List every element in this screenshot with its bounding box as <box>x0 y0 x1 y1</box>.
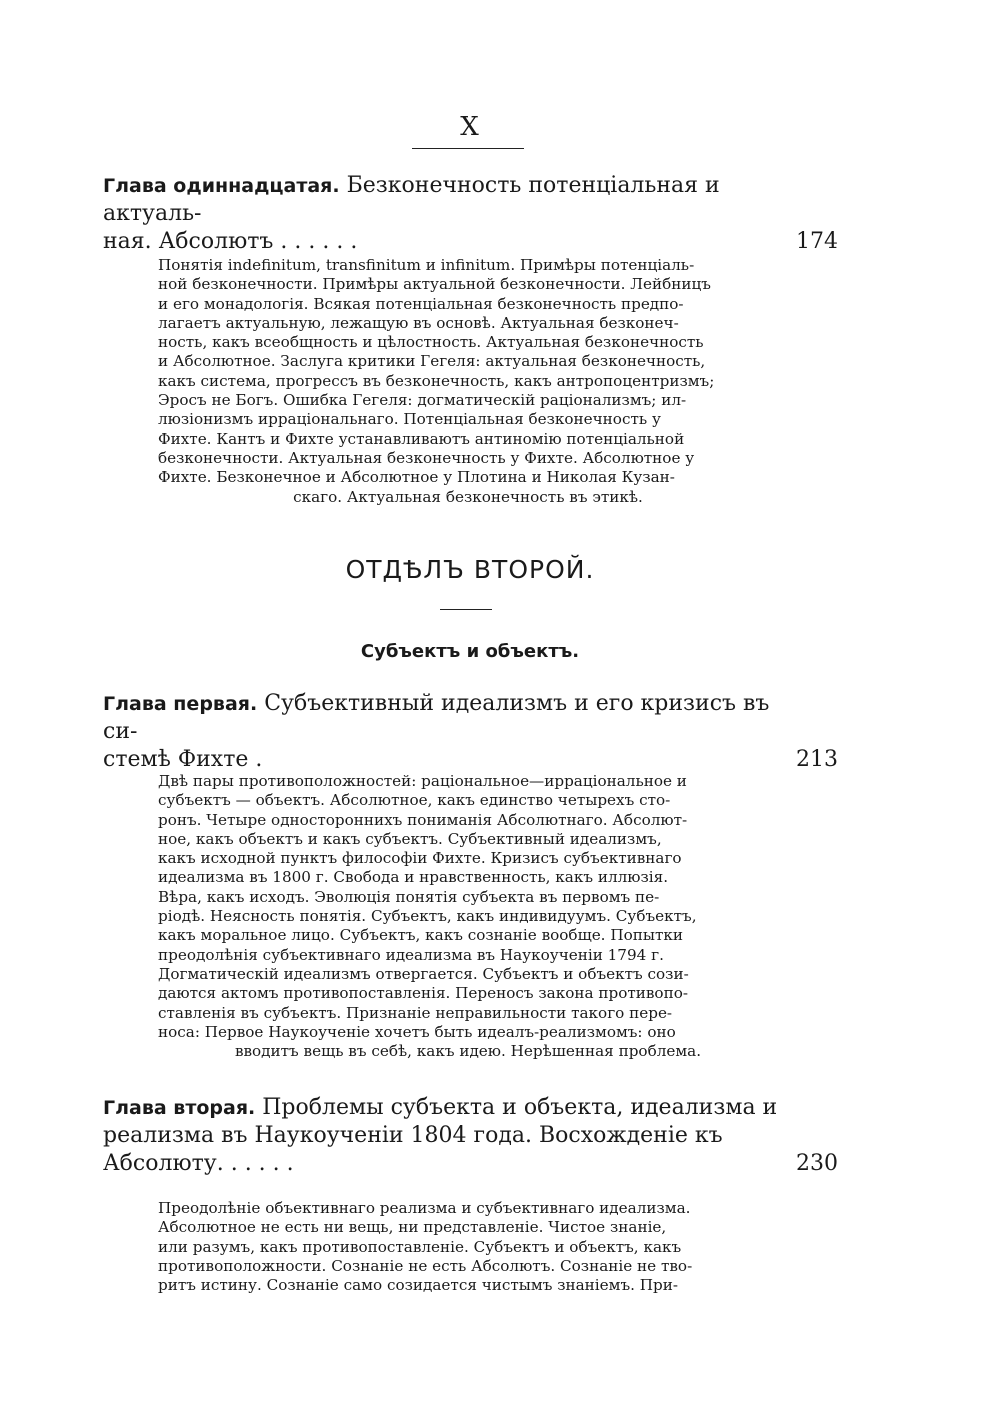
summary-line: ритъ истину. Сознаніе само созидается чистымъ знаніемъ. При- <box>158 1276 678 1295</box>
summary-line: ное, какъ объектъ и какъ субъектъ. Субъективный идеализмъ, <box>158 829 662 848</box>
chapter-page-number: 174 <box>796 229 838 254</box>
chapter-heading <box>103 690 838 774</box>
summary-line: носа: Первое Наукоученіе хочетъ быть идеалъ-реализмомъ: оно <box>158 1022 676 1041</box>
chapter-label: Глава одиннадцатая. <box>103 175 340 197</box>
chapter-title-line: Безконечность потенціальная и актуаль- <box>103 173 720 226</box>
summary-line: Понятія indefinitum, transfinitum и infinitum. Примѣры потенціаль- <box>158 256 695 274</box>
page-number: X <box>460 112 480 142</box>
summary-line: ставленія въ субъектъ. Признаніе неправильности такого пере- <box>158 1003 673 1022</box>
summary-line: люзіонизмъ ирраціональнаго. Потенціальная безконечность у <box>158 410 661 429</box>
chapter-two <box>103 1094 838 1178</box>
summary-line: противоположности. Сознаніе не есть Абсолютъ. Сознаніе не тво- <box>158 1256 693 1275</box>
summary-line: и Абсолютное. Заслуга критики Гегеля: актуальная безконечность, <box>158 352 706 371</box>
summary-line: скаго. Актуальная безконечность въ этикѣ. <box>293 487 643 506</box>
summary-line: или разумъ, какъ противопоставленіе. Субъектъ и объектъ, какъ <box>158 1237 682 1256</box>
section-rule <box>440 609 492 610</box>
summary-line: и его монадологія. Всякая потенціальная безконечность предпо- <box>158 294 684 313</box>
summary-line: вводитъ вещь въ себѣ, какъ идею. Нерѣшенная проблема. <box>234 1042 702 1061</box>
chapter-one <box>103 690 838 774</box>
chapter-title-line: реализма въ Наукоученіи 1804 года. Восхожденіе къ <box>103 1123 723 1148</box>
summary-line: Абсолютное не есть ни вещь, ни представленіе. Чистое знаніе, <box>158 1218 667 1237</box>
chapter-title-line: ная. Абсолютъ . . . . . . <box>103 229 358 254</box>
chapter-heading <box>103 172 838 256</box>
summary-line: лагаетъ актуальную, лежащую въ основѣ. Актуальная безконеч- <box>158 313 679 332</box>
summary-line: преодолѣнія субъективнаго идеализма въ Наукоученіи 1794 г. <box>158 945 664 964</box>
summary-line: Догматическій идеализмъ отвергается. Субъектъ и объектъ сози- <box>158 964 689 983</box>
chapter-page-number: 213 <box>796 747 838 772</box>
summary-line: ріодѣ. Неясность понятія. Субъектъ, какъ индивидуумъ. Субъектъ, <box>158 907 697 926</box>
chapter-title-line: стемѣ Фихте . <box>103 747 263 772</box>
section-title: ОТДѢЛЪ ВТОРОЙ. <box>345 555 595 584</box>
summary-line: ность, какъ всеобщность и цѣлостность. Актуальная безконечность <box>158 333 704 352</box>
section-subtitle: Субъектъ и объектъ. <box>360 641 580 662</box>
summary-line: какъ моральное лицо. Субъектъ, какъ сознаніе вообще. Попытки <box>158 926 683 945</box>
summary-line: Двѣ пары противоположностей: раціональное—ирраціональное и <box>158 772 687 790</box>
summary-line: даются актомъ противопоставленія. Переносъ закона противопо- <box>158 984 688 1003</box>
summary-line: Преодолѣніе объективнаго реализма и субъективнаго идеализма. <box>158 1199 691 1217</box>
chapter-title-line: Субъективный идеализмъ и его кризисъ въ си- <box>103 691 770 744</box>
summary-line: Фихте. Безконечное и Абсолютное у Плотина и Николая Кузан- <box>158 468 675 487</box>
summary-line: безконечности. Актуальная безконечность у Фихте. Абсолютное у <box>158 448 695 467</box>
summary-line: идеализма въ 1800 г. Свобода и нравственность, какъ иллюзія. <box>158 868 669 887</box>
chapter-page-number: 230 <box>796 1151 838 1176</box>
chapter-summary <box>158 772 778 1061</box>
chapter-heading <box>103 1094 838 1178</box>
summary-line: ной безконечности. Примѣры актуальной безконечности. Лейбницъ <box>158 275 711 294</box>
chapter-summary <box>158 1199 778 1295</box>
page-number-rule <box>412 148 524 149</box>
chapter-eleven <box>103 172 838 256</box>
chapter-label: Глава первая. <box>103 693 258 715</box>
chapter-title-line: Абсолюту. . . . . . <box>103 1151 294 1176</box>
chapter-summary <box>158 256 778 507</box>
summary-line: Вѣра, какъ исходъ. Эволюція понятія субъекта въ первомъ пе- <box>158 887 660 906</box>
summary-line: какъ исходной пунктъ философіи Фихте. Кризисъ субъективнаго <box>158 849 682 868</box>
summary-line: какъ система, прогрессъ въ безконечность, какъ антропоцентризмъ; <box>158 371 715 390</box>
chapter-title-line: Проблемы субъекта и объекта, идеализма и <box>262 1095 778 1120</box>
chapter-label: Глава вторая. <box>103 1097 256 1119</box>
summary-line: субъектъ — объектъ. Абсолютное, какъ единство четырехъ сто- <box>158 791 671 810</box>
summary-line: Эросъ не Богъ. Ошибка Гегеля: догматическій раціонализмъ; ил- <box>158 391 687 410</box>
summary-line: Фихте. Кантъ и Фихте устанавливаютъ антиномію потенціальной <box>158 429 685 448</box>
summary-line: ронъ. Четыре одностороннихъ пониманія Абсолютнаго. Абсолют- <box>158 810 688 829</box>
